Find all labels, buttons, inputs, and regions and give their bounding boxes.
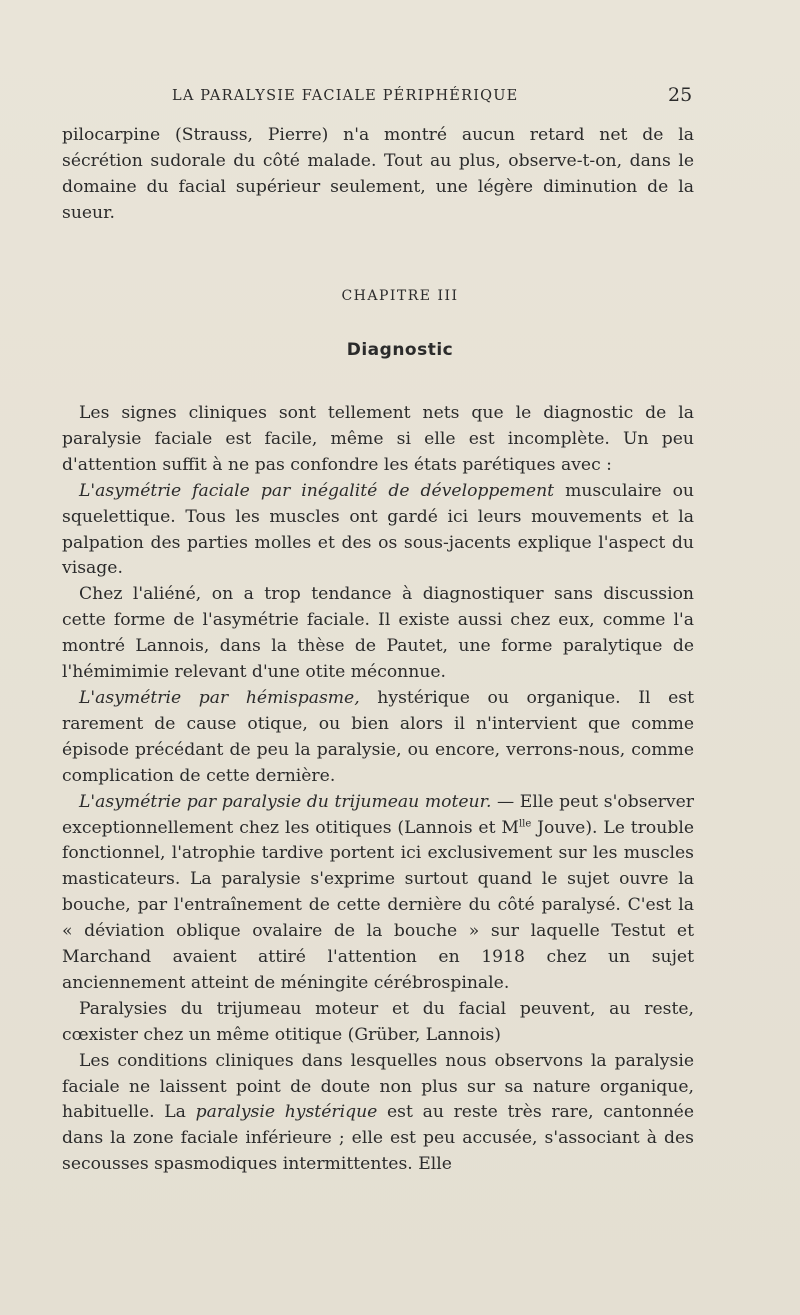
- paragraph-5-italic: L'asymétrie par paralysie du trijumeau moteur.: [79, 791, 492, 812]
- paragraph-5-superscript: lle: [518, 817, 532, 829]
- intro-block: [62, 123, 694, 227]
- paragraph-7-text-b: est au reste très rare, cantonnée dans la zone faciale inférieure ; elle est peu accusée, s'associant à des secousses spasmodiques intermittentes. Elle: [62, 1102, 694, 1175]
- paragraph-6: Paralysies du trijumeau moteur et du facial peuvent, au reste, cœxister chez un même otitique (Grüber, Lannois): [62, 998, 694, 1045]
- paragraph-1: Les signes cliniques sont tellement nets que le diagnostic de la paralysie faciale est facile, même si elle est incomplète. Un peu d'attention suffit à ne pas confondre les états parétiques avec :: [62, 403, 694, 475]
- paragraph-2-italic: L'asymétrie faciale par inégalité de développement: [79, 480, 555, 501]
- paragraph-7-italic: paralysie hystérique: [195, 1102, 378, 1123]
- intro-paragraph: pilocarpine (Strauss, Pierre) n'a montré aucun retard net de la sécrétion sudorale du côté malade. Tout au plus, observe-t-on, dans le domaine du facial supérieur seulement, une légère diminution de la sueur.: [62, 125, 694, 223]
- paragraph-5: [62, 790, 694, 997]
- paragraph-7-text-a: Les conditions cliniques dans lesquelles nous observons la paralysie faciale ne laissent point de doute non plus sur sa nature organique, habituelle. La: [62, 1050, 694, 1123]
- section-title: Diagnostic: [346, 340, 454, 360]
- paragraph-3: Chez l'aliéné, on a trop tendance à diagnostiquer sans discussion cette forme de l'asymétrie faciale. Il existe aussi chez eux, comme l'a montré Lannois, dans la thèse de Pautet, une forme paralytique de l'hémimimie relevant d'une otite méconnue.: [62, 584, 694, 683]
- body-text: [62, 401, 694, 1178]
- paragraph-2: [62, 479, 694, 583]
- paragraph-2-text: musculaire ou squelettique. Tous les muscles ont gardé ici leurs mouvements et la palpation des parties molles et des os sous-jacents explique l'aspect du visage.: [62, 480, 694, 579]
- paragraph-4-text: hystérique ou organique. Il est rarement de cause otique, ou bien alors il n'intervient que comme épisode précédant de peu la paralysie, ou encore, verrons-nous, comme complication de cette dernière.: [62, 687, 695, 786]
- chapter-label: CHAPITRE III: [341, 288, 459, 304]
- paragraph-7: [62, 1049, 694, 1179]
- paragraph-5-text-b: Jouve). Le trouble fonctionnel, l'atrophie tardive portent ici exclusivement sur les muscles masticateurs. La paralysie s'exprime surtout quand le sujet ouvre la bouche, par l'entraînement de cette dernière du côté paralysé. C'est la « déviation oblique ovalaire de la bouche » sur laquelle Testut et Marchand avaient attiré l'attention en 1918 chez un sujet anciennement atteint de méningite cérébrospinale.: [62, 817, 694, 993]
- paragraph-4-italic: L'asymétrie par hémispasme,: [79, 687, 360, 708]
- page-number: 25: [668, 84, 693, 106]
- paragraph-5-text-a: — Elle peut s'observer exceptionnellement chez les otitiques (Lannois et M: [62, 791, 694, 838]
- paragraph-4: [62, 686, 694, 790]
- running-head: LA PARALYSIE FACIALE PÉRIPHÉRIQUE: [172, 88, 519, 104]
